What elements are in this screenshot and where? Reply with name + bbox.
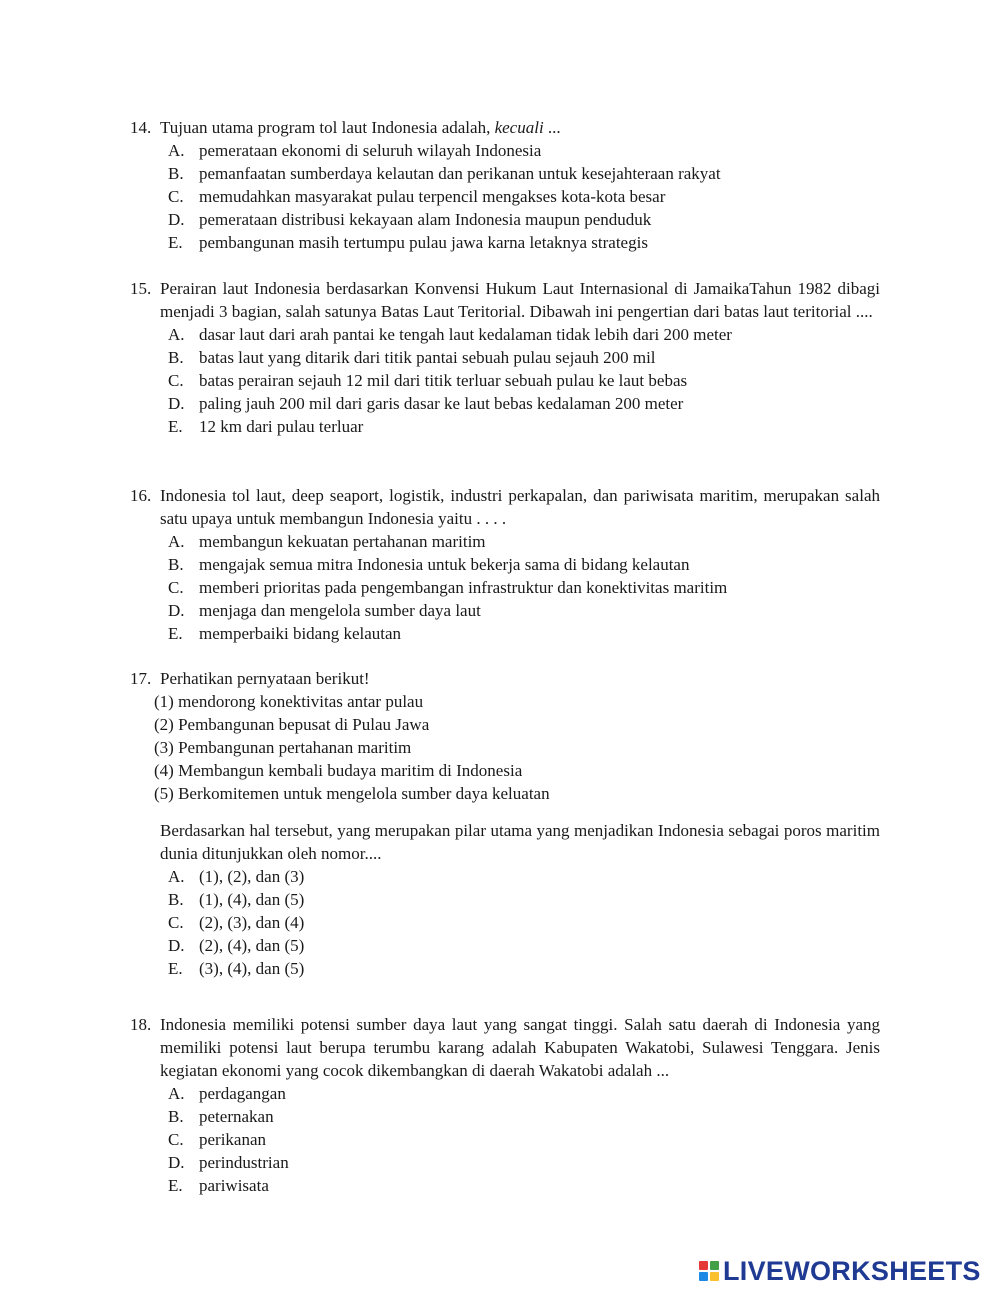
statement-item: (5) Berkomitemen untuk mengelola sumber daya keluatan: [154, 784, 550, 803]
question-stem: Perhatikan pernyataan berikut!: [160, 669, 370, 688]
question-14: [130, 116, 880, 254]
option-b[interactable]: B. (1), (4), dan (5): [168, 890, 305, 909]
option-a[interactable]: A. membangun kekuatan pertahanan maritim: [168, 532, 486, 551]
question-number: 16.: [130, 486, 152, 505]
liveworksheets-logo-icon: [699, 1261, 719, 1281]
liveworksheets-logo[interactable]: [699, 1256, 981, 1286]
question-number: 15.: [130, 279, 152, 298]
option-e[interactable]: E. 12 km dari pulau terluar: [168, 417, 364, 436]
statement-item: (1) mendorong konektivitas antar pulau: [154, 692, 424, 711]
logo-square: [699, 1261, 708, 1270]
option-e[interactable]: E. memperbaiki bidang kelautan: [168, 624, 402, 643]
options-list: [168, 530, 880, 645]
question-number: 18.: [130, 1015, 152, 1034]
option-c[interactable]: C. perikanan: [168, 1130, 267, 1149]
question-15: [130, 277, 880, 438]
option-a[interactable]: A. dasar laut dari arah pantai ke tengah laut kedalaman tidak lebih dari 200 meter: [168, 325, 732, 344]
logo-square: [699, 1272, 708, 1281]
followup-question: Berdasarkan hal tersebut, yang merupakan pilar utama yang menjadikan Indonesia sebagai poros maritim dunia ditunjukkan oleh nomor....: [160, 821, 880, 863]
option-b[interactable]: B. pemanfaatan sumberdaya kelautan dan perikanan untuk kesejahteraan rakyat: [168, 164, 721, 183]
option-e[interactable]: E. pembangunan masih tertumpu pulau jawa karna letaknya strategis: [168, 233, 648, 252]
option-c[interactable]: C. batas perairan sejauh 12 mil dari titik terluar sebuah pulau ke laut bebas: [168, 371, 688, 390]
option-c[interactable]: C. (2), (3), dan (4): [168, 913, 305, 932]
option-d[interactable]: D. menjaga dan mengelola sumber daya laut: [168, 601, 481, 620]
logo-square: [710, 1261, 719, 1270]
question-stem: Perairan laut Indonesia berdasarkan Konvensi Hukum Laut Internasional di JamaikaTahun 1982 dibagi menjadi 3 bagian, salah satunya Batas Laut Teritorial. Dibawah ini pengertian dari batas laut teritorial ....: [160, 279, 880, 321]
statement-item: (2) Pembangunan bepusat di Pulau Jawa: [154, 715, 430, 734]
logo-square: [710, 1272, 719, 1281]
option-b[interactable]: B. batas laut yang ditarik dari titik pantai sebuah pulau sejauh 200 mil: [168, 348, 656, 367]
options-list: [168, 1082, 880, 1197]
question-number: 17.: [130, 669, 152, 688]
options-list: [168, 865, 880, 980]
statement-list: [154, 690, 880, 805]
question-16: [130, 484, 880, 645]
option-d[interactable]: D. paling jauh 200 mil dari garis dasar ke laut bebas kedalaman 200 meter: [168, 394, 684, 413]
option-c[interactable]: C. memberi prioritas pada pengembangan infrastruktur dan konektivitas maritim: [168, 578, 728, 597]
option-b[interactable]: B. peternakan: [168, 1107, 274, 1126]
statement-item: (3) Pembangunan pertahanan maritim: [154, 738, 412, 757]
options-list: [168, 139, 880, 254]
option-b[interactable]: B. mengajak semua mitra Indonesia untuk bekerja sama di bidang kelautan: [168, 555, 690, 574]
option-a[interactable]: A. perdagangan: [168, 1084, 286, 1103]
option-e[interactable]: E. pariwisata: [168, 1176, 269, 1195]
option-e[interactable]: E. (3), (4), dan (5): [168, 959, 305, 978]
question-stem: Tujuan utama program tol laut Indonesia adalah, kecuali ...: [160, 118, 561, 137]
question-number: 14.: [130, 118, 152, 137]
question-17: [130, 667, 880, 980]
options-list: [168, 323, 880, 438]
option-c[interactable]: C. memudahkan masyarakat pulau terpencil mengakses kota-kota besar: [168, 187, 666, 206]
option-d[interactable]: D. perindustrian: [168, 1153, 289, 1172]
option-a[interactable]: A. pemerataan ekonomi di seluruh wilayah Indonesia: [168, 141, 542, 160]
question-18: [130, 1013, 880, 1197]
logo-text: LIVEWORKSHEETS: [723, 1255, 981, 1286]
question-stem: Indonesia tol laut, deep seaport, logistik, industri perkapalan, dan pariwisata maritim, merupakan salah satu upaya untuk membangun Indonesia yaitu . . . .: [160, 486, 880, 528]
option-a[interactable]: A. (1), (2), dan (3): [168, 867, 305, 886]
question-stem: Indonesia memiliki potensi sumber daya laut yang sangat tinggi. Salah satu daerah di Indonesia yang memiliki potensi laut berupa terumbu karang adalah Kabupaten Wakatobi, Sulawesi Tenggara. Jenis kegiatan ekonomi yang cocok dikembangkan di daerah Wakatobi adalah ...: [160, 1015, 880, 1080]
option-d[interactable]: D. (2), (4), dan (5): [168, 936, 305, 955]
option-d[interactable]: D. pemerataan distribusi kekayaan alam Indonesia maupun penduduk: [168, 210, 652, 229]
statement-item: (4) Membangun kembali budaya maritim di Indonesia: [154, 761, 523, 780]
